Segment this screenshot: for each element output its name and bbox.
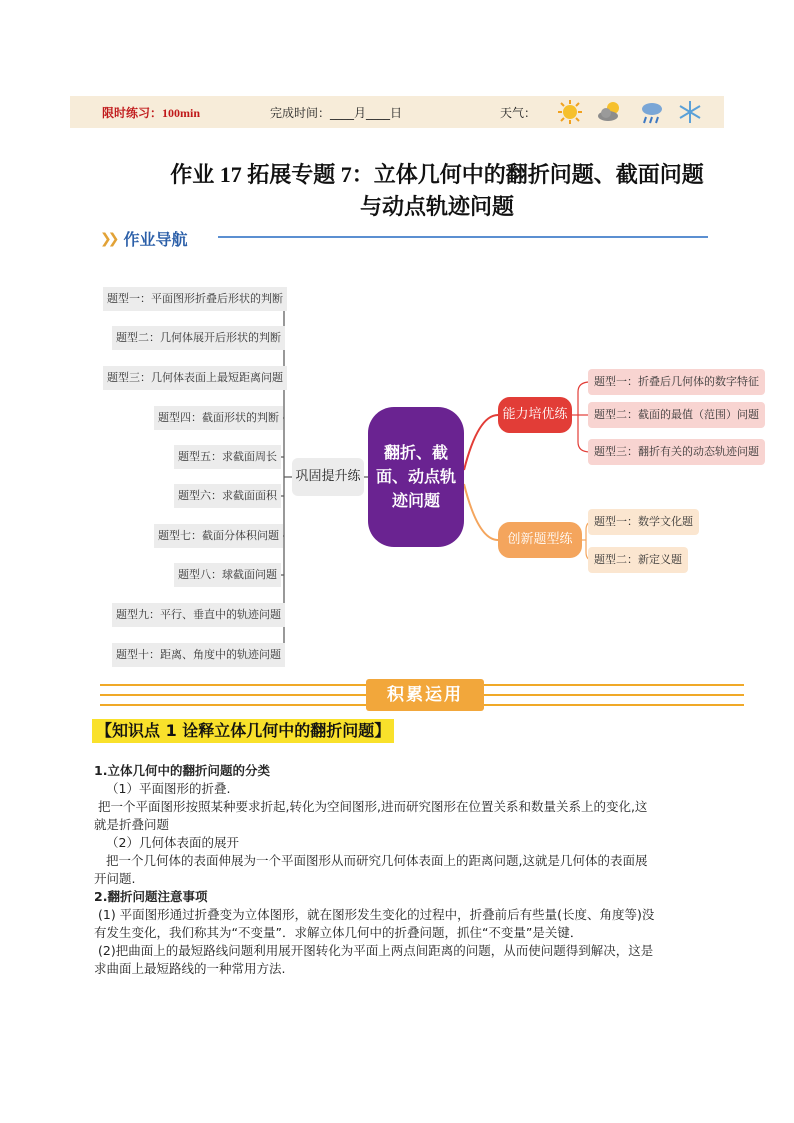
completion-time: 完成时间：____月____日: [270, 105, 403, 120]
left-item-6: 题型六：求截面面积: [174, 484, 281, 508]
nengli-item-1: 题型一：折叠后几何体的数字特征: [588, 369, 765, 395]
mindmap-center: 翻折、截面、动点轨迹问题: [368, 407, 464, 547]
para-2a: 把一个几何体的表面伸展为一个平面图形从而研究几何体表面上的距离问题,这就是几何体的表面展: [106, 853, 648, 868]
left-item-5: 题型五：求截面周长: [174, 445, 281, 469]
branch-gonggu: 巩固提升练: [292, 458, 364, 496]
time-limit: 限时练习：100min: [102, 105, 201, 120]
para-1b: 就是折叠问题: [94, 817, 170, 832]
section-title: 积累运用: [366, 679, 484, 711]
nengli-item-3: 题型三：翻折有关的动态轨迹问题: [588, 439, 765, 465]
chuangxin-item-2: 题型二：新定义题: [588, 547, 688, 573]
left-item-9: 题型九：平行、垂直中的轨迹问题: [112, 603, 285, 627]
knowledge-body: [94, 762, 724, 978]
para-4a: (2)把曲面上的最短路线问题利用展开图转化为平面上两点间距离的问题，从而使问题得到解决，这是: [98, 943, 654, 958]
page-title-line1: 作业 17 拓展专题 7：立体几何中的翻折问题、截面问题: [170, 162, 704, 187]
nav-label: 作业导航: [123, 230, 188, 249]
left-item-10: 题型十：距离、角度中的轨迹问题: [112, 643, 285, 667]
weather-label: 天气：: [500, 105, 537, 120]
subheading-1: （1）平面图形的折叠.: [106, 781, 231, 796]
para-3b: 有发生变化，我们称其为“不变量”．求解立体几何中的折叠问题，抓住“不变量”是关键．: [94, 925, 583, 940]
left-item-3: 题型三：几何体表面上最短距离问题: [103, 366, 287, 390]
knowledge-title: 【知识点 1 诠释立体几何中的翻折问题】: [92, 719, 394, 743]
left-item-4: 题型四：截面形状的判断: [154, 406, 283, 430]
double-chevron-icon: ❯❯: [100, 230, 116, 247]
left-item-8: 题型八：球截面问题: [174, 563, 281, 587]
branch-nengli: 能力培优练: [498, 397, 572, 433]
nengli-item-2: 题型二：截面的最值（范围）问题: [588, 402, 765, 428]
para-4b: 求曲面上最短路线的一种常用方法.: [94, 961, 286, 976]
para-2b: 开问题.: [94, 871, 136, 886]
heading-1: 1.立体几何中的翻折问题的分类: [94, 763, 270, 778]
heading-2: 2.翻折问题注意事项: [94, 889, 208, 904]
para-3a: (1) 平面图形通过折叠变为立体图形，就在图形发生变化的过程中，折叠前后有些量(长度、角度等)没: [98, 907, 655, 922]
branch-chuangxin: 创新题型练: [498, 522, 582, 558]
chuangxin-item-1: 题型一：数学文化题: [588, 509, 699, 535]
left-item-2: 题型二：几何体展开后形状的判断: [112, 326, 285, 350]
left-item-7: 题型七：截面分体积问题: [154, 524, 283, 548]
page-title-line2: 与动点轨迹问题: [359, 194, 514, 219]
para-1a: 把一个平面图形按照某种要求折起,转化为空间图形,进而研究图形在位置关系和数量关系上的变化,这: [98, 799, 648, 814]
left-item-1: 题型一：平面图形折叠后形状的判断: [103, 287, 287, 311]
subheading-2: （2）几何体表面的展开: [106, 835, 239, 850]
